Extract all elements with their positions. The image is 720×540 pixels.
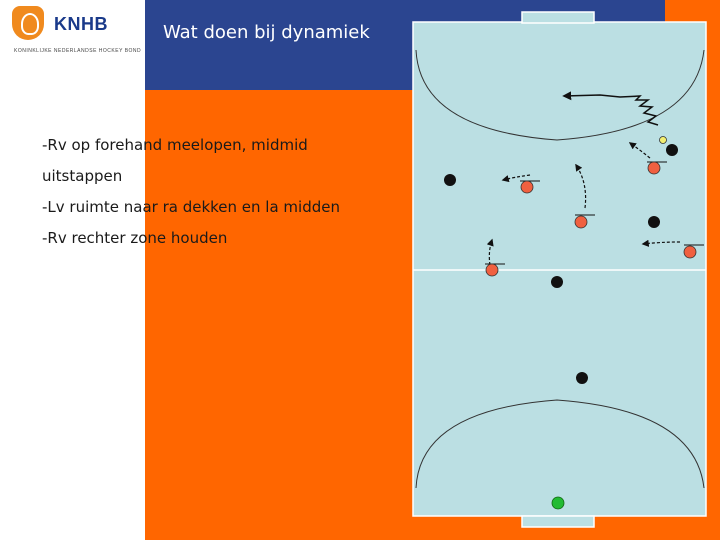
- bullet-item: -Rv op forehand meelopen, midmid: [42, 136, 308, 154]
- defender-lv: [521, 181, 533, 193]
- goal-bottom: [522, 516, 594, 527]
- attacker-left: [444, 174, 456, 186]
- defender-rechter-zone: [684, 246, 696, 258]
- defender-la-midden: [486, 264, 498, 276]
- bullet-item: -Lv ruimte naar ra dekken en la midden: [42, 198, 340, 216]
- logo-text: KNHB: [54, 14, 108, 34]
- bullet-item: uitstappen: [42, 167, 123, 185]
- goalkeeper: [552, 497, 564, 509]
- pitch: [413, 22, 706, 516]
- ball: [660, 137, 667, 144]
- attacker-right: [648, 216, 660, 228]
- bullet-item: -Rv rechter zone houden: [42, 229, 228, 247]
- logo-subtitle: KONINKLIJKE NEDERLANDSE HOCKEY BOND: [14, 48, 142, 54]
- defender-midmid: [575, 216, 587, 228]
- attacker-deep: [576, 372, 588, 384]
- bullet-list: [42, 130, 402, 254]
- attacker-center: [551, 276, 563, 288]
- goal-top: [522, 12, 594, 23]
- defender-rv: [648, 162, 660, 174]
- slide-title: Wat doen bij dynamiek: [163, 22, 370, 43]
- attacker-ball-carrier: [666, 144, 678, 156]
